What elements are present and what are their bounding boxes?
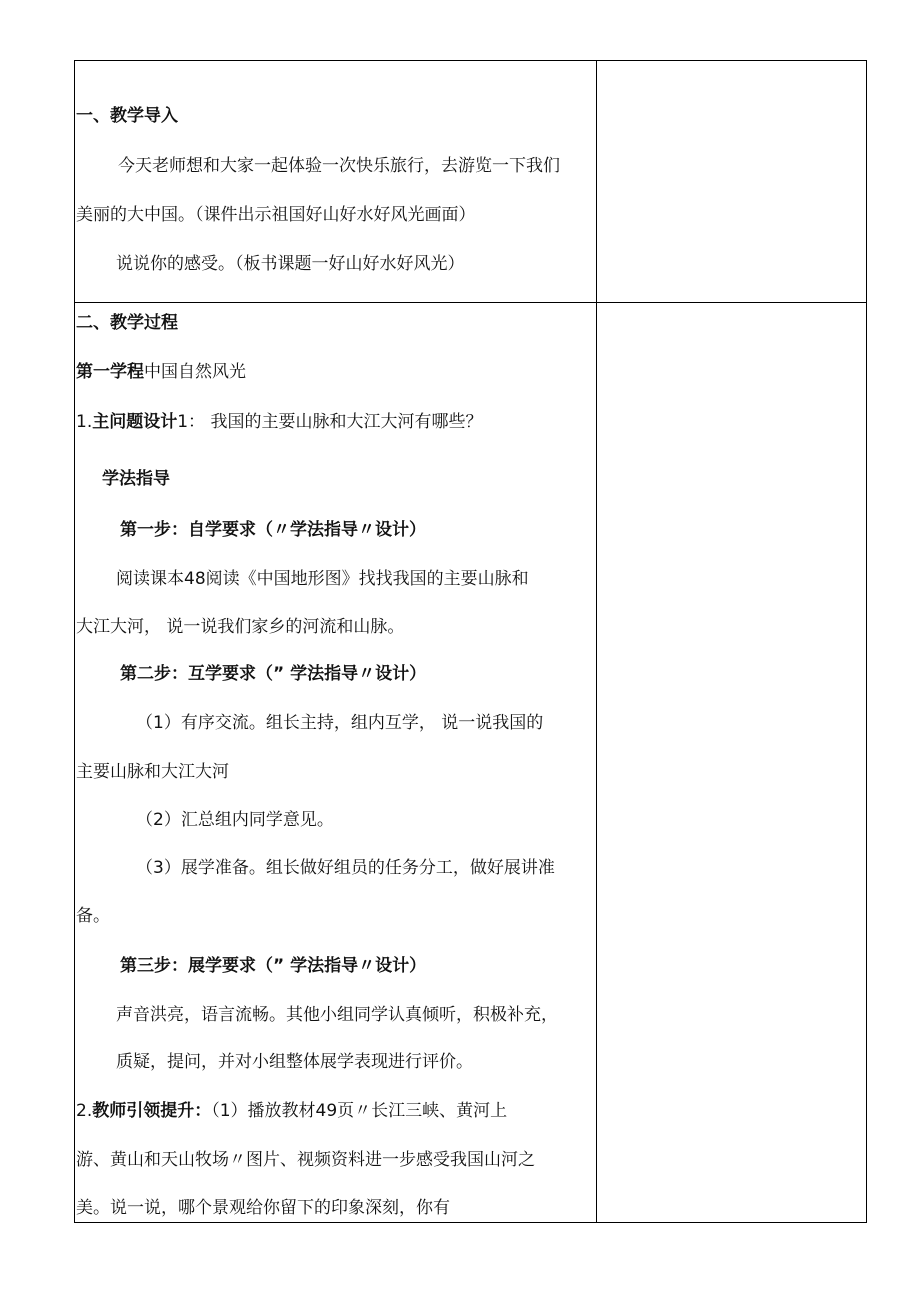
section1-paragraph2: 说说你的感受。（板书课题一好山好水好风光）: [116, 254, 465, 274]
step2-title: 第二步：互学要求（” 学法指导〃设计）: [120, 664, 427, 684]
row-divider: [74, 302, 867, 303]
section1-paragraph-line1: 今天老师想和大家一起体验一次快乐旅行，去游览一下我们: [118, 156, 560, 176]
main-question-label: 主问题设计: [92, 412, 178, 432]
main-question-prefix: 1.: [76, 412, 93, 432]
step2-item2: （2）汇总组内同学意见。: [136, 810, 334, 830]
step2-item3-line2: 备。: [76, 906, 110, 926]
step1-line2: 大江大河， 说一说我们家乡的河流和山脉。: [76, 617, 405, 637]
stage-label: 第一学程: [76, 362, 144, 382]
step2-item3-line1: （3）展学准备。组长做好组员的任务分工，做好展讲准: [136, 858, 555, 878]
lesson-plan-sheet: [74, 60, 867, 1223]
section2-heading: 二、教学过程: [76, 313, 178, 333]
section1-paragraph-line2: 美丽的大中国。（课件出示祖国好山好水好风光画面）: [76, 205, 476, 225]
teacher-guide-line1: [76, 1100, 507, 1122]
teacher-guide-label: 教师引领提升：: [92, 1101, 212, 1121]
step3-line1: 声音洪亮，语言流畅。其他小组同学认真倾听，积极补充，: [116, 1005, 558, 1025]
main-question-text: 1： 我国的主要山脉和大江大河有哪些？: [177, 412, 483, 432]
step2-item1-line2: 主要山脉和大江大河: [76, 762, 229, 782]
teacher-guide-prefix: 2.: [76, 1101, 93, 1121]
section1-heading: 一、教学导入: [76, 106, 178, 126]
teacher-guide-line2: 游、黄山和天山牧场〃图片、视频资料进一步感受我国山河之: [76, 1150, 535, 1170]
step3-title: 第三步：展学要求（” 学法指导〃设计）: [120, 956, 427, 976]
step3-line2: 质疑，提问，并对小组整体展学表现进行评价。: [116, 1052, 473, 1072]
step2-item1-line1: （1）有序交流。组长主持，组内互学， 说一说我国的: [136, 713, 544, 733]
teacher-guide-line3: 美。说一说，哪个景观给你留下的印象深刻，你有: [76, 1198, 450, 1218]
lesson-table: [74, 60, 867, 1223]
teacher-guide-text1: （1）播放教材49页〃长江三峡、黄河上: [211, 1101, 508, 1121]
guide-title: 学法指导: [102, 469, 170, 489]
stage-title: 中国自然风光: [144, 362, 246, 382]
step1-title: 第一步：自学要求（〃学法指导〃设计）: [120, 520, 426, 540]
column-divider: [596, 60, 597, 1223]
stage-line: [76, 361, 246, 383]
main-question-line: [76, 411, 482, 433]
step1-line1: 阅读课本48阅读《中国地形图》找找我国的主要山脉和: [116, 569, 529, 589]
